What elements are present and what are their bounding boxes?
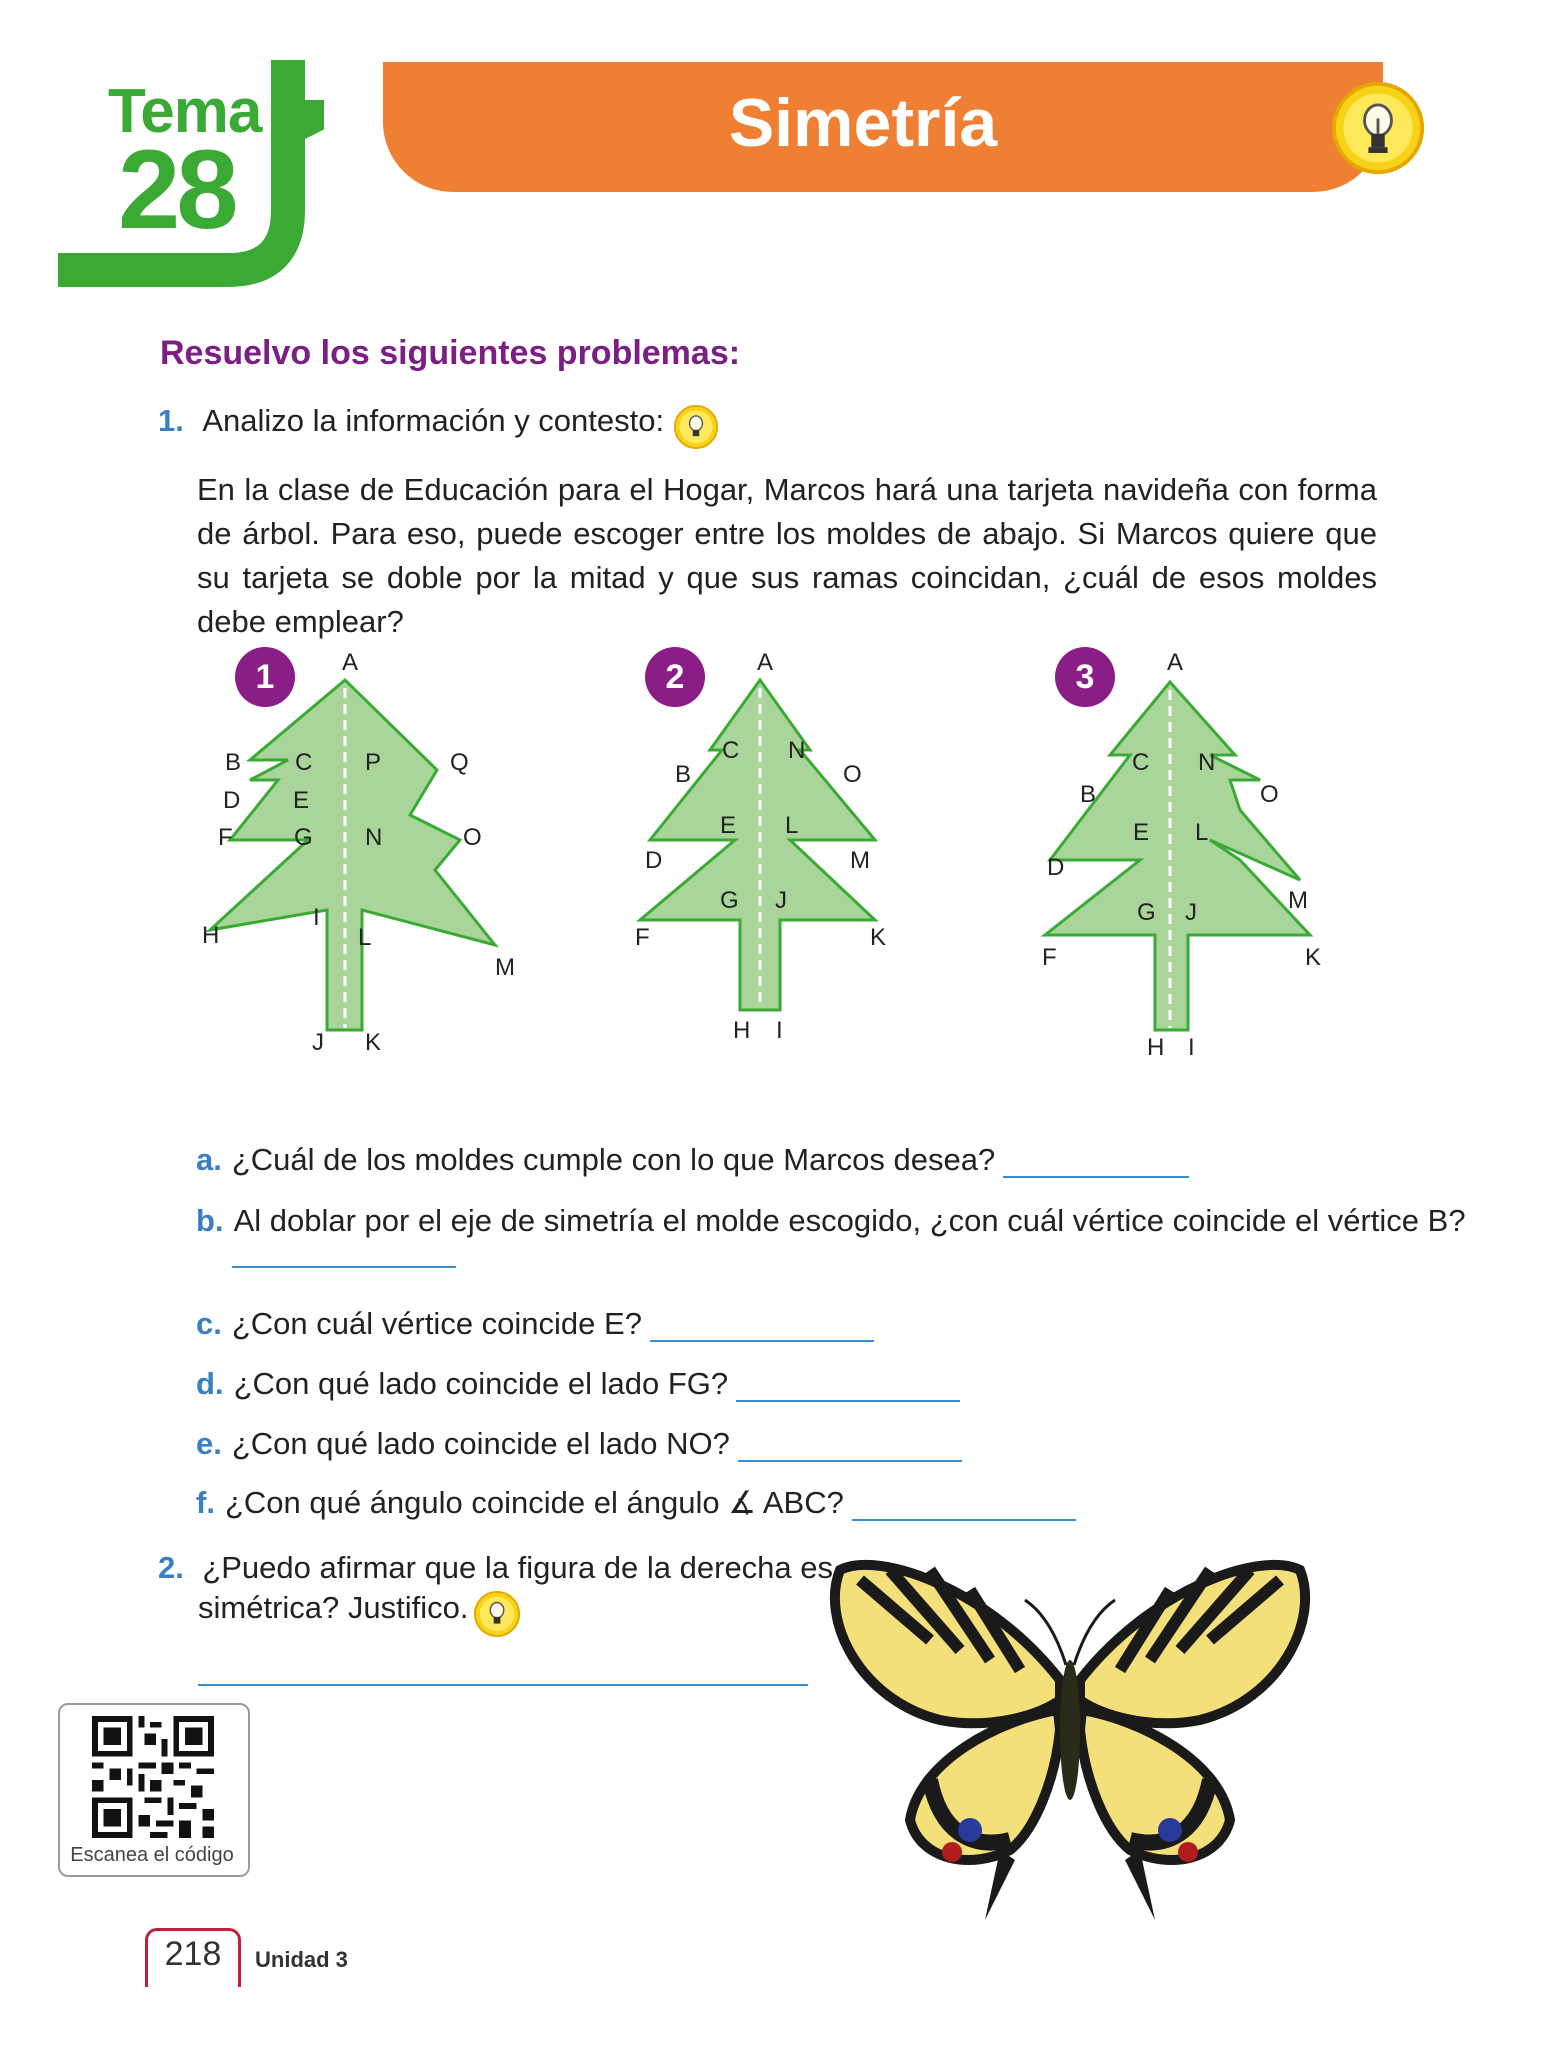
svg-text:E: E xyxy=(720,812,737,839)
unit-label: Unidad 3 xyxy=(255,1947,348,1972)
subquestion-f: f. ¿Con qué ángulo coincide el ángulo ∡ ABC? xyxy=(196,1485,1076,1521)
subquestion-e: e. ¿Con qué lado coincide el lado NO? xyxy=(196,1426,962,1462)
answer-line-d[interactable] xyxy=(736,1374,960,1402)
svg-text:I: I xyxy=(776,1017,783,1044)
svg-text:J: J xyxy=(312,1029,324,1056)
svg-text:H: H xyxy=(1147,1034,1165,1061)
answer-line-b[interactable] xyxy=(232,1266,456,1268)
answer-line-a[interactable] xyxy=(1003,1150,1189,1178)
subquestion-a: a. ¿Cuál de los moldes cumple con lo que Marcos desea? xyxy=(196,1142,1189,1178)
butterfly-image xyxy=(820,1530,1320,1940)
tree-1-number: 1 xyxy=(255,658,275,696)
lightbulb-icon xyxy=(1330,80,1426,176)
svg-text:G: G xyxy=(1137,899,1156,926)
svg-text:H: H xyxy=(202,922,220,949)
tree-2-number: 2 xyxy=(665,658,685,696)
svg-text:D: D xyxy=(1047,854,1065,881)
answer-line-e[interactable] xyxy=(738,1434,962,1462)
svg-text:D: D xyxy=(645,847,663,874)
svg-text:F: F xyxy=(635,924,650,951)
svg-text:B: B xyxy=(1080,781,1097,808)
question-1-number: 1. xyxy=(158,403,184,438)
svg-text:O: O xyxy=(843,761,862,788)
svg-text:M: M xyxy=(495,954,515,981)
svg-text:O: O xyxy=(1260,781,1279,808)
question-2-number: 2. xyxy=(158,1550,184,1585)
svg-text:N: N xyxy=(365,824,383,851)
svg-text:L: L xyxy=(1195,819,1209,846)
lightbulb-icon xyxy=(473,1590,521,1638)
tree-mold-3 xyxy=(1042,647,1321,1061)
svg-text:N: N xyxy=(788,737,806,764)
svg-text:C: C xyxy=(722,737,740,764)
svg-text:O: O xyxy=(463,824,482,851)
tema-number: 28 xyxy=(118,127,235,252)
svg-text:L: L xyxy=(785,812,799,839)
question-2-line2-wrap xyxy=(198,1590,521,1638)
tree-3-number: 3 xyxy=(1075,658,1095,696)
tree-mold-2 xyxy=(635,647,886,1044)
svg-text:C: C xyxy=(1132,749,1150,776)
subquestion-b: b. Al doblar por el eje de simetría el molde escogido, ¿con cuál vértice coincide el vértice B? xyxy=(196,1203,1466,1238)
svg-text:E: E xyxy=(1133,819,1150,846)
svg-text:A: A xyxy=(342,649,359,676)
svg-text:F: F xyxy=(1042,944,1057,971)
tree-molds-figure xyxy=(190,630,1340,1070)
svg-text:Q: Q xyxy=(450,749,469,776)
svg-text:K: K xyxy=(870,924,887,951)
svg-text:H: H xyxy=(733,1017,751,1044)
qr-caption: Escanea el código xyxy=(70,1844,234,1866)
svg-text:I: I xyxy=(1188,1034,1195,1061)
answer-line-c[interactable] xyxy=(650,1314,874,1342)
svg-text:K: K xyxy=(365,1029,382,1056)
subquestion-c: c. ¿Con cuál vértice coincide E? xyxy=(196,1306,874,1342)
question-2 xyxy=(158,1550,833,1586)
lightbulb-icon xyxy=(673,404,719,450)
svg-text:D: D xyxy=(223,787,241,814)
question-1-prompt: Analizo la información y contesto: xyxy=(202,403,665,438)
svg-text:C: C xyxy=(295,749,313,776)
page-title: Simetría xyxy=(728,85,998,161)
svg-text:M: M xyxy=(850,847,870,874)
svg-text:I: I xyxy=(313,904,320,931)
page-number: 218 xyxy=(164,1935,222,1973)
svg-text:B: B xyxy=(675,761,692,788)
svg-text:G: G xyxy=(294,824,313,851)
section-subtitle: Resuelvo los siguientes problemas: xyxy=(160,334,741,372)
svg-text:J: J xyxy=(775,887,787,914)
svg-text:F: F xyxy=(218,824,233,851)
svg-text:K: K xyxy=(1305,944,1322,971)
svg-text:E: E xyxy=(293,787,310,814)
answer-line-f[interactable] xyxy=(852,1493,1076,1521)
svg-text:G: G xyxy=(720,887,739,914)
svg-text:B: B xyxy=(225,749,242,776)
question-2-line2: simétrica? Justifico. xyxy=(198,1590,469,1626)
question-1-header xyxy=(158,403,719,450)
svg-text:A: A xyxy=(1167,649,1184,676)
question-1-paragraph: En la clase de Educación para el Hogar, Marcos hará una tarjeta navideña con forma de árbol. Para eso, puede escoger entre los moldes de abajo. Si Marcos quiere que su tarjeta se doble por la mitad y que sus ramas coincidan, ¿cuál de esos moldes debe emplear? xyxy=(197,472,1377,639)
svg-text:N: N xyxy=(1198,749,1216,776)
answer-line-q2[interactable] xyxy=(198,1682,808,1686)
subquestion-d: d. ¿Con qué lado coincide el lado FG? xyxy=(196,1366,960,1402)
svg-text:P: P xyxy=(365,749,382,776)
tree-mold-1 xyxy=(202,647,515,1056)
question-2-line1: ¿Puedo afirmar que la figura de la derecha es xyxy=(202,1550,834,1585)
svg-text:L: L xyxy=(358,924,372,951)
tema-label: Tema xyxy=(108,77,262,146)
qr-code-icon xyxy=(90,1716,216,1838)
svg-text:A: A xyxy=(757,649,774,676)
svg-text:M: M xyxy=(1288,887,1308,914)
svg-text:J: J xyxy=(1185,899,1197,926)
